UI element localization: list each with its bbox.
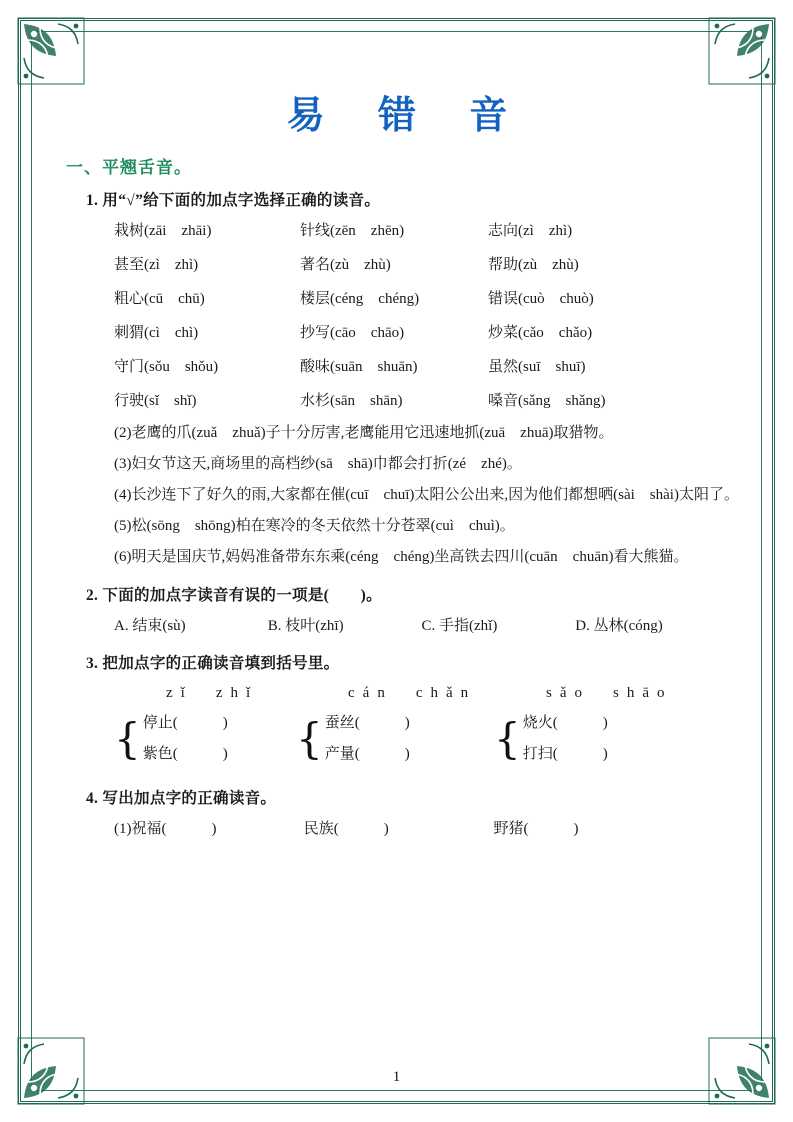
choice-cell[interactable]: 甚至(zì zhì) xyxy=(114,257,199,273)
question-3-prompt xyxy=(86,651,742,673)
brace-word[interactable]: 蚕丝( ) xyxy=(324,715,410,731)
option-a[interactable]: A. 结束(sù) xyxy=(114,618,186,634)
answer-blank[interactable]: 民族( ) xyxy=(303,821,389,837)
pinyin-header-row xyxy=(166,681,742,702)
choice-cell[interactable]: 酸味(suān shuān) xyxy=(300,359,418,375)
question-4-prompt xyxy=(86,786,742,808)
choice-cell[interactable]: 守门(sǒu shǒu) xyxy=(114,359,219,375)
choice-cell[interactable]: 针线(zēn zhēn) xyxy=(300,223,405,239)
page-title: 易 错 音 xyxy=(286,92,528,137)
page-number: 1 xyxy=(392,1069,401,1085)
table-row xyxy=(114,282,688,316)
question-2-text: 下面的加点字读音有误的一项是( )。 xyxy=(102,587,382,604)
question-1-text: 用“√”给下面的加点字选择正确的读音。 xyxy=(102,192,381,209)
brace-word[interactable]: 打扫( ) xyxy=(522,746,608,762)
pinyin-header: sǎo shāo xyxy=(546,685,673,701)
question-4-row xyxy=(114,814,742,844)
brace-group-1 xyxy=(114,708,296,770)
question-1-choice-grid xyxy=(114,214,688,418)
choice-cell[interactable]: 楼层(céng chéng) xyxy=(300,291,420,307)
brace-icon: { xyxy=(296,714,323,763)
brace-icon: { xyxy=(114,714,141,763)
choice-cell[interactable]: 行驶(sǐ shǐ) xyxy=(114,393,197,409)
question-4-number: 4. xyxy=(86,790,99,807)
question-2-prompt xyxy=(86,583,742,605)
question-1-item-4[interactable]: (4)长沙连下了好久的雨,大家都在催(cuī chuī)太阳公公出来,因为他们都想晒(sài shài)太阳了。 xyxy=(114,487,739,503)
choice-cell[interactable]: 粗心(cū chū) xyxy=(114,291,205,307)
question-3-text: 把加点字的正确读音填到括号里。 xyxy=(102,655,340,672)
brace-row xyxy=(114,708,742,770)
option-b[interactable]: B. 枝叶(zhī) xyxy=(267,618,344,634)
table-row xyxy=(114,316,688,350)
question-1-item-3[interactable]: (3)妇女节这天,商场里的高档纱(sā shā)巾都会打折(zé zhé)。 xyxy=(114,456,522,472)
choice-cell[interactable]: 帮助(zù zhù) xyxy=(488,257,579,273)
choice-cell[interactable]: 炒菜(cǎo chǎo) xyxy=(488,325,593,341)
choice-cell[interactable]: 栽树(zāi zhāi) xyxy=(114,223,212,239)
section-heading: 一、平翘舌音。 xyxy=(66,158,192,177)
choice-cell[interactable]: 虽然(suī shuī) xyxy=(488,359,586,375)
answer-blank[interactable]: 野猪( ) xyxy=(493,821,579,837)
brace-icon: { xyxy=(494,714,521,763)
brace-word[interactable]: 烧火( ) xyxy=(522,715,608,731)
question-3-brace-block xyxy=(114,681,742,770)
table-row xyxy=(114,214,688,248)
question-4-text: 写出加点字的正确读音。 xyxy=(102,790,277,807)
brace-word[interactable]: 紫色( ) xyxy=(142,746,228,762)
question-1-item-5[interactable]: (5)松(sōng shōng)柏在寒冷的冬天依然十分苍翠(cuì chuì)。 xyxy=(114,518,515,534)
choice-cell[interactable]: 抄写(cāo chāo) xyxy=(300,325,405,341)
option-c[interactable]: C. 手指(zhǐ) xyxy=(421,618,498,634)
answer-blank[interactable]: (1)祝福( ) xyxy=(114,821,217,837)
worksheet-content xyxy=(52,56,742,844)
question-1-item-6[interactable]: (6)明天是国庆节,妈妈准备带东东乘(céng chéng)坐高铁去四川(cuān chuān)看大熊猫。 xyxy=(114,549,689,565)
brace-word[interactable]: 产量( ) xyxy=(324,746,410,762)
choice-cell[interactable]: 志向(zì zhì) xyxy=(488,223,573,239)
question-1-item-2[interactable]: (2)老鹰的爪(zuǎ zhuǎ)子十分厉害,老鹰能用它迅速地抓(zuā zhuā)取猎物。 xyxy=(114,425,614,441)
table-row xyxy=(114,384,688,418)
question-3-number: 3. xyxy=(86,655,99,672)
choice-cell[interactable]: 水杉(sān shān) xyxy=(300,393,403,409)
question-2-number: 2. xyxy=(86,587,99,604)
brace-word[interactable]: 停止( ) xyxy=(142,715,228,731)
question-1-prompt xyxy=(86,188,742,210)
table-row xyxy=(114,248,688,282)
choice-cell[interactable]: 错误(cuò chuò) xyxy=(488,291,594,307)
pinyin-header: zǐ zhǐ xyxy=(166,685,259,701)
choice-cell[interactable]: 著名(zù zhù) xyxy=(300,257,391,273)
choice-cell[interactable]: 刺猬(cì chì) xyxy=(114,325,199,341)
question-2-options xyxy=(114,611,742,641)
brace-group-3 xyxy=(494,708,676,770)
pinyin-header: cán chǎn xyxy=(348,685,477,701)
table-row xyxy=(114,350,688,384)
option-d[interactable]: D. 丛林(cóng) xyxy=(575,618,663,634)
brace-group-2 xyxy=(296,708,494,770)
question-1-number: 1. xyxy=(86,192,99,209)
choice-cell[interactable]: 嗓音(sǎng shǎng) xyxy=(488,393,606,409)
